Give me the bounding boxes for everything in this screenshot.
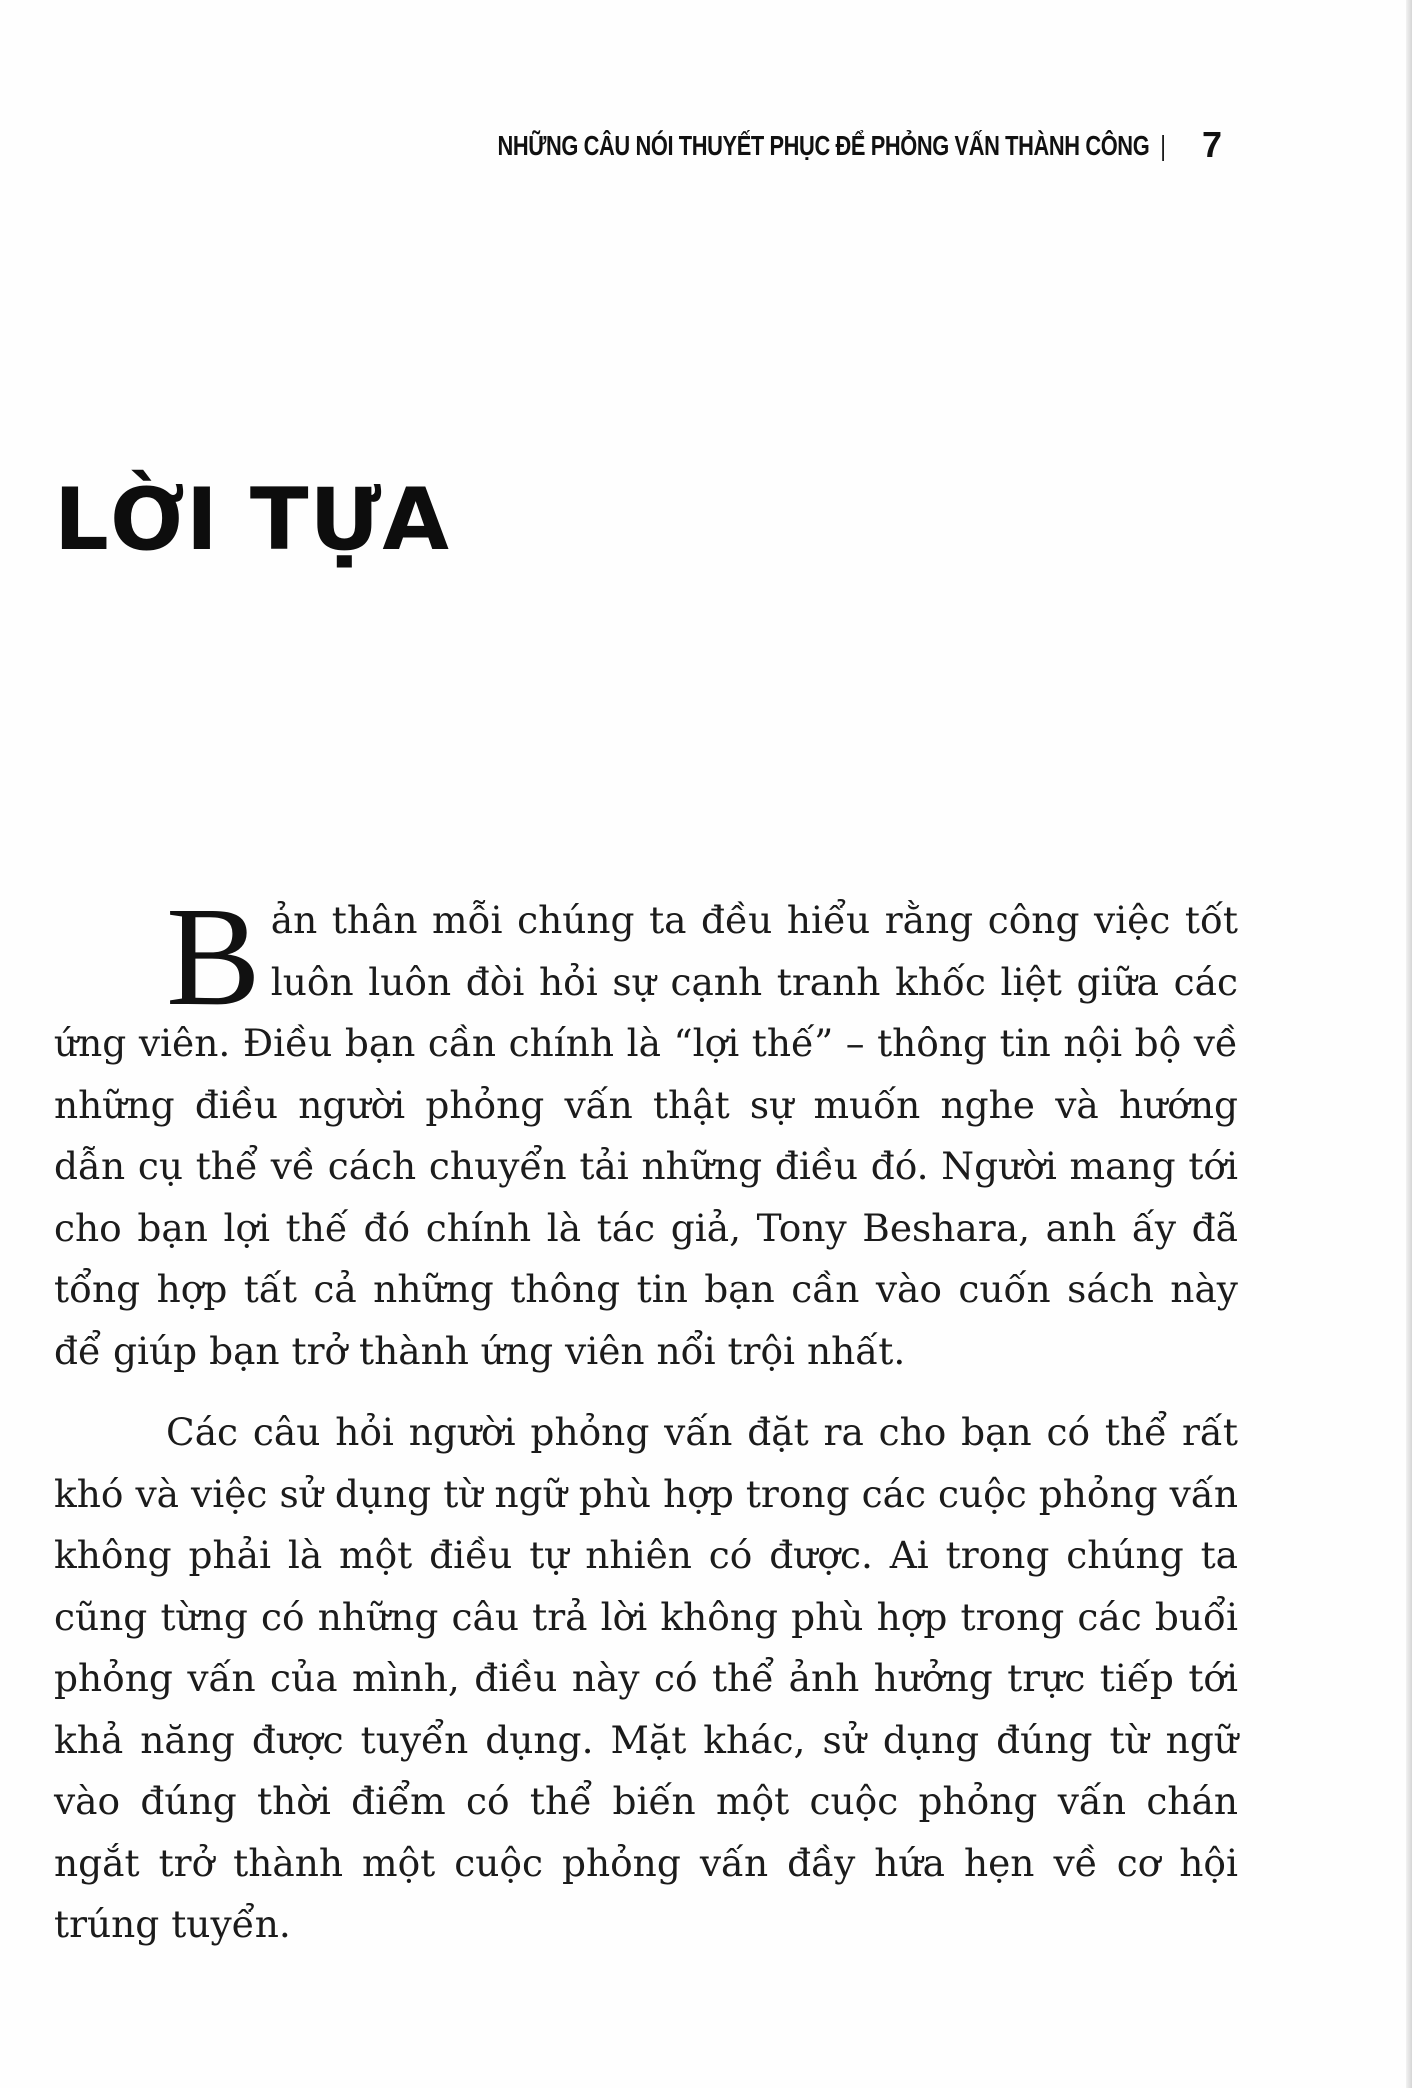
page-number: 7 (1201, 124, 1222, 165)
chapter-title: LỜI TỰA (54, 470, 450, 570)
paragraph-1-text: ản thân mỗi chúng ta đều hiểu rằng công việc tốt luôn luôn đòi hỏi sự cạnh tranh khốc liệt giữa các ứng viên. Điều bạn cần chính là “lợi thế” – thông tin nội bộ về những điều người phỏng vấn thật sự muốn nghe và hướng dẫn cụ thể về cách chuyển tải những điều đó. Người mang tới cho bạn lợi thế đó chính là tác giả, Tony Beshara, anh ấy đã tổng hợp tất cả những thông tin bạn cần vào cuốn sách này để giúp bạn trở thành ứng viên nổi trội nhất. (54, 898, 1238, 1373)
running-header (497, 130, 1176, 162)
drop-cap: B (166, 877, 261, 1035)
header-separator: | (1159, 130, 1166, 161)
paragraph-2: Các câu hỏi người phỏng vấn đặt ra cho bạn có thể rất khó và việc sử dụng từ ngữ phù hợp trong các cuộc phỏng vấn không phải là một điều tự nhiên có được. Ai trong chúng ta cũng từng có những câu trả lời không phù hợp trong các buổi phỏng vấn của mình, điều này có thể ảnh hưởng trực tiếp tới khả năng được tuyển dụng. Mặt khác, sử dụng đúng từ ngữ vào đúng thời điểm có thể biến một cuộc phỏng vấn chán ngắt trở thành một cuộc phỏng vấn đầy hứa hẹn về cơ hội trúng tuyển. (54, 1410, 1238, 1946)
page-edge (1406, 0, 1412, 2088)
body-text (54, 877, 1238, 1956)
paragraph-1 (54, 877, 1238, 1382)
running-title: NHỮNG CÂU NÓI THUYẾT PHỤC ĐỂ PHỎNG VẤN THÀNH CÔNG (497, 130, 1149, 161)
